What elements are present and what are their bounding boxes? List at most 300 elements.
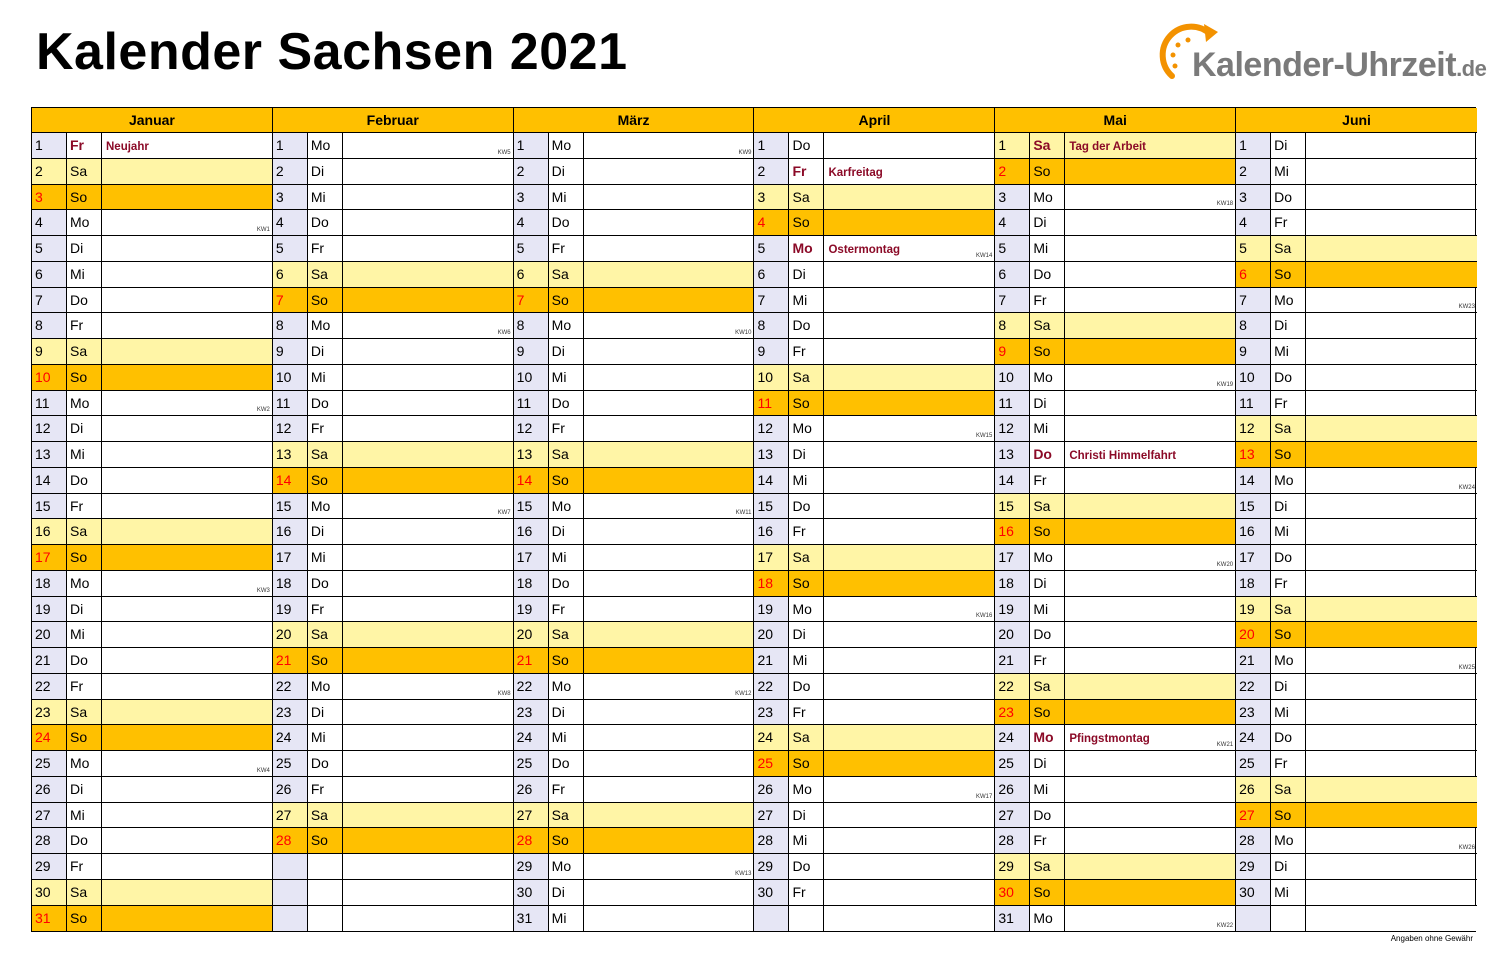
day-number: 5 <box>32 236 67 261</box>
day-note <box>102 442 272 467</box>
weekday: Sa <box>1030 854 1065 879</box>
weekday: Di <box>308 159 343 184</box>
day-note <box>343 597 513 622</box>
day-number: 9 <box>273 339 308 364</box>
weekday: So <box>1271 262 1306 287</box>
day-number: 22 <box>514 674 549 699</box>
day-row <box>514 236 754 262</box>
day-row <box>273 262 513 288</box>
week-number: KW19 <box>1216 381 1234 388</box>
day-row <box>995 777 1235 803</box>
day-note <box>102 828 272 853</box>
weekday: Mo <box>549 494 584 519</box>
day-note <box>824 468 994 493</box>
week-number: KW4 <box>256 767 270 774</box>
weekday: Fr <box>789 700 824 725</box>
day-number: 17 <box>754 545 789 570</box>
day-note <box>584 597 754 622</box>
day-note <box>343 906 513 932</box>
day-number: 25 <box>32 751 67 776</box>
day-note <box>1306 159 1477 184</box>
week-number: KW2 <box>256 407 270 414</box>
day-row <box>32 803 272 829</box>
weekday: Di <box>549 519 584 544</box>
day-number <box>273 880 308 905</box>
weekday: Sa <box>308 262 343 287</box>
day-note <box>1306 880 1477 905</box>
weekday: Mi <box>549 725 584 750</box>
weekday: Mo <box>549 854 584 879</box>
weekday: Fr <box>1030 288 1065 313</box>
weekday: Sa <box>1030 313 1065 338</box>
weekday: Mo <box>789 597 824 622</box>
month-header: Januar <box>32 108 272 133</box>
day-note <box>1065 159 1235 184</box>
weekday: Mi <box>67 622 102 647</box>
day-note <box>1065 339 1235 364</box>
month-header: Juni <box>1236 108 1477 133</box>
day-row <box>754 725 994 751</box>
weekday: Sa <box>789 185 824 210</box>
day-row <box>32 236 272 262</box>
weekday: Do <box>67 468 102 493</box>
day-note <box>1306 725 1477 750</box>
weekday: Mi <box>67 442 102 467</box>
day-row <box>995 391 1235 417</box>
day-row <box>1236 571 1477 597</box>
day-note <box>102 133 272 158</box>
day-row <box>754 906 994 932</box>
day-note <box>102 597 272 622</box>
weekday: Do <box>549 391 584 416</box>
day-note <box>1306 185 1477 210</box>
weekday: Do <box>67 288 102 313</box>
day-number: 6 <box>754 262 789 287</box>
weekday: Mi <box>1271 519 1306 544</box>
day-number: 13 <box>754 442 789 467</box>
day-row <box>1236 365 1477 391</box>
day-note <box>584 803 754 828</box>
day-note <box>584 391 754 416</box>
day-number: 17 <box>32 545 67 570</box>
day-note <box>584 442 754 467</box>
day-note <box>343 468 513 493</box>
day-number: 5 <box>754 236 789 261</box>
day-note <box>1306 365 1477 390</box>
day-row <box>273 494 513 520</box>
weekday: Mo <box>1271 288 1306 313</box>
day-number: 8 <box>995 313 1030 338</box>
day-note <box>824 159 994 184</box>
day-row <box>995 262 1235 288</box>
weekday: Mi <box>67 262 102 287</box>
day-number: 10 <box>754 365 789 390</box>
day-note <box>102 519 272 544</box>
day-number: 2 <box>32 159 67 184</box>
day-row <box>754 571 994 597</box>
weekday: Mo <box>67 571 102 596</box>
day-row <box>995 288 1235 314</box>
holiday-label: Neujahr <box>106 141 149 153</box>
day-note <box>824 648 994 673</box>
day-row <box>514 133 754 159</box>
day-note <box>1065 777 1235 802</box>
day-row <box>1236 674 1477 700</box>
day-note <box>1065 545 1235 570</box>
day-row <box>1236 854 1477 880</box>
weekday: Do <box>549 210 584 235</box>
day-number: 30 <box>754 880 789 905</box>
day-number: 24 <box>995 725 1030 750</box>
weekday: So <box>549 648 584 673</box>
day-number: 3 <box>32 185 67 210</box>
day-number: 9 <box>514 339 549 364</box>
weekday: Di <box>789 622 824 647</box>
weekday: So <box>308 468 343 493</box>
day-note <box>343 725 513 750</box>
day-number: 1 <box>273 133 308 158</box>
day-number: 7 <box>754 288 789 313</box>
day-note <box>584 416 754 441</box>
day-row <box>1236 700 1477 726</box>
day-number: 20 <box>754 622 789 647</box>
weekday: Mi <box>549 185 584 210</box>
day-row <box>995 210 1235 236</box>
day-row <box>1236 777 1477 803</box>
day-row <box>514 442 754 468</box>
day-row <box>273 519 513 545</box>
day-number: 5 <box>514 236 549 261</box>
day-number: 6 <box>995 262 1030 287</box>
day-note <box>584 622 754 647</box>
day-row <box>32 519 272 545</box>
day-note <box>1065 648 1235 673</box>
week-number: KW6 <box>497 330 511 336</box>
day-row <box>995 313 1235 339</box>
day-note <box>343 828 513 853</box>
day-number <box>273 854 308 879</box>
weekday: Fr <box>549 597 584 622</box>
day-number: 11 <box>754 391 789 416</box>
day-note <box>1306 468 1477 493</box>
day-row <box>1236 288 1477 314</box>
day-number: 30 <box>1236 880 1271 905</box>
day-number: 1 <box>1236 133 1271 158</box>
day-row <box>273 545 513 571</box>
week-number: KW18 <box>1216 201 1234 208</box>
day-row <box>514 339 754 365</box>
day-row <box>754 288 994 314</box>
day-note <box>1065 622 1235 647</box>
day-number: 13 <box>32 442 67 467</box>
day-row <box>995 133 1235 159</box>
day-row <box>514 751 754 777</box>
day-row <box>273 313 513 339</box>
weekday: Mi <box>549 545 584 570</box>
day-number: 8 <box>514 313 549 338</box>
weekday: Fr <box>549 416 584 441</box>
weekday: Fr <box>1271 571 1306 596</box>
day-row <box>514 519 754 545</box>
day-note <box>1065 468 1235 493</box>
day-number: 18 <box>32 571 67 596</box>
day-row <box>273 906 513 932</box>
day-number: 31 <box>514 906 549 932</box>
day-number: 22 <box>995 674 1030 699</box>
day-number: 26 <box>32 777 67 802</box>
logo-wordmark <box>1192 48 1486 82</box>
weekday <box>308 906 343 932</box>
day-number: 30 <box>514 880 549 905</box>
day-number: 25 <box>754 751 789 776</box>
day-number: 14 <box>514 468 549 493</box>
day-row <box>273 597 513 623</box>
day-row <box>754 494 994 520</box>
weekday: Mi <box>308 365 343 390</box>
day-row <box>273 700 513 726</box>
day-note <box>102 288 272 313</box>
day-number: 24 <box>1236 725 1271 750</box>
day-note <box>584 339 754 364</box>
day-row <box>754 210 994 236</box>
day-number: 2 <box>273 159 308 184</box>
weekday: So <box>1271 803 1306 828</box>
day-note <box>343 674 513 699</box>
day-number: 28 <box>754 828 789 853</box>
day-number: 16 <box>514 519 549 544</box>
day-row <box>273 416 513 442</box>
weekday: Sa <box>549 622 584 647</box>
weekday: Mi <box>789 648 824 673</box>
day-number: 8 <box>273 313 308 338</box>
day-note <box>824 519 994 544</box>
weekday: So <box>308 828 343 853</box>
day-note <box>102 700 272 725</box>
weekday: Mo <box>308 133 343 158</box>
day-row <box>514 828 754 854</box>
day-number: 28 <box>995 828 1030 853</box>
day-number: 2 <box>995 159 1030 184</box>
weekday: So <box>789 210 824 235</box>
day-number: 19 <box>754 597 789 622</box>
day-note <box>1065 262 1235 287</box>
weekday: Fr <box>789 519 824 544</box>
day-number: 16 <box>273 519 308 544</box>
week-number: KW15 <box>975 433 993 439</box>
day-note <box>824 906 994 932</box>
day-note <box>1065 597 1235 622</box>
weekday: Mi <box>789 468 824 493</box>
day-row <box>995 906 1235 932</box>
day-row <box>514 365 754 391</box>
day-row <box>754 854 994 880</box>
weekday: Di <box>1271 674 1306 699</box>
day-note <box>343 339 513 364</box>
day-note <box>1306 906 1477 932</box>
day-note <box>1306 854 1477 879</box>
weekday: Di <box>1030 391 1065 416</box>
day-row <box>995 700 1235 726</box>
day-number: 24 <box>754 725 789 750</box>
weekday: Di <box>549 159 584 184</box>
holiday-label: Pfingstmontag <box>1069 733 1150 746</box>
day-row <box>273 648 513 674</box>
day-note <box>1065 571 1235 596</box>
day-number: 7 <box>273 288 308 313</box>
day-number: 21 <box>754 648 789 673</box>
day-row <box>754 648 994 674</box>
weekday: Mo <box>1030 185 1065 210</box>
weekday: Fr <box>308 597 343 622</box>
day-row <box>514 906 754 932</box>
day-note <box>1065 313 1235 338</box>
day-row <box>995 880 1235 906</box>
weekday: Sa <box>308 442 343 467</box>
weekday: Sa <box>308 803 343 828</box>
day-row <box>273 803 513 829</box>
day-row <box>995 442 1235 468</box>
day-note <box>343 288 513 313</box>
weekday: Mo <box>308 313 343 338</box>
day-number: 20 <box>1236 622 1271 647</box>
day-note <box>102 545 272 570</box>
day-row <box>1236 751 1477 777</box>
weekday: Sa <box>67 159 102 184</box>
day-note <box>102 494 272 519</box>
weekday: Sa <box>1271 777 1306 802</box>
day-note <box>824 828 994 853</box>
month-column <box>995 108 1236 931</box>
month-column <box>754 108 995 931</box>
weekday: Di <box>1030 571 1065 596</box>
day-note <box>584 133 754 158</box>
day-number: 10 <box>514 365 549 390</box>
weekday: Do <box>308 391 343 416</box>
day-note <box>584 494 754 519</box>
weekday: Di <box>549 880 584 905</box>
month-header: März <box>514 108 754 133</box>
day-row <box>754 185 994 211</box>
day-note <box>824 262 994 287</box>
day-row <box>32 725 272 751</box>
weekday: Sa <box>1030 674 1065 699</box>
weekday: Sa <box>67 519 102 544</box>
day-number: 11 <box>273 391 308 416</box>
day-row <box>754 339 994 365</box>
day-note <box>824 597 994 622</box>
day-number: 12 <box>995 416 1030 441</box>
day-number: 30 <box>995 880 1030 905</box>
week-number: KW7 <box>497 510 511 517</box>
day-note <box>584 365 754 390</box>
day-note <box>1306 597 1477 622</box>
day-number: 10 <box>32 365 67 390</box>
day-number: 10 <box>273 365 308 390</box>
day-row <box>754 442 994 468</box>
day-number: 23 <box>32 700 67 725</box>
day-row <box>273 288 513 314</box>
day-note <box>584 571 754 596</box>
day-row <box>754 236 994 262</box>
holiday-label: Tag der Arbeit <box>1069 141 1146 153</box>
day-note <box>102 210 272 235</box>
day-note <box>102 622 272 647</box>
day-row <box>995 571 1235 597</box>
day-number: 29 <box>514 854 549 879</box>
brand-logo[interactable] <box>1158 18 1487 88</box>
day-note <box>343 365 513 390</box>
day-row <box>754 828 994 854</box>
day-number: 26 <box>514 777 549 802</box>
day-row <box>32 313 272 339</box>
weekday: Di <box>1030 210 1065 235</box>
day-number: 15 <box>32 494 67 519</box>
weekday: Do <box>789 494 824 519</box>
day-number: 19 <box>1236 597 1271 622</box>
day-number: 28 <box>32 828 67 853</box>
weekday: Fr <box>67 133 102 158</box>
weekday: Fr <box>308 416 343 441</box>
weekday: Do <box>308 571 343 596</box>
day-note <box>102 803 272 828</box>
day-note <box>584 210 754 235</box>
day-number: 15 <box>995 494 1030 519</box>
day-number: 11 <box>1236 391 1271 416</box>
day-row <box>514 262 754 288</box>
day-note <box>1065 725 1235 750</box>
day-number: 25 <box>273 751 308 776</box>
day-number: 6 <box>514 262 549 287</box>
day-row <box>514 854 754 880</box>
day-note <box>1065 674 1235 699</box>
day-row <box>754 391 994 417</box>
day-note <box>1306 339 1477 364</box>
day-row <box>273 339 513 365</box>
day-row <box>995 519 1235 545</box>
day-number: 31 <box>32 906 67 932</box>
day-number: 21 <box>995 648 1030 673</box>
day-note <box>1065 700 1235 725</box>
day-note <box>102 751 272 776</box>
weekday: So <box>308 648 343 673</box>
weekday: Fr <box>549 777 584 802</box>
day-row <box>32 494 272 520</box>
weekday: Sa <box>308 622 343 647</box>
day-row <box>514 622 754 648</box>
day-note <box>1306 751 1477 776</box>
calendar-grid <box>31 107 1476 932</box>
weekday: Do <box>549 571 584 596</box>
day-number: 9 <box>32 339 67 364</box>
day-note <box>1065 365 1235 390</box>
day-number: 27 <box>32 803 67 828</box>
month-header: April <box>754 108 994 133</box>
day-number: 18 <box>514 571 549 596</box>
weekday: Do <box>1030 622 1065 647</box>
day-row <box>514 545 754 571</box>
day-number: 2 <box>514 159 549 184</box>
day-number: 22 <box>754 674 789 699</box>
day-row <box>32 648 272 674</box>
weekday: Sa <box>789 545 824 570</box>
weekday: Sa <box>1271 236 1306 261</box>
weekday: So <box>1030 700 1065 725</box>
day-number: 17 <box>514 545 549 570</box>
day-note <box>343 159 513 184</box>
weekday: So <box>789 751 824 776</box>
weekday: Do <box>789 854 824 879</box>
day-row <box>1236 210 1477 236</box>
